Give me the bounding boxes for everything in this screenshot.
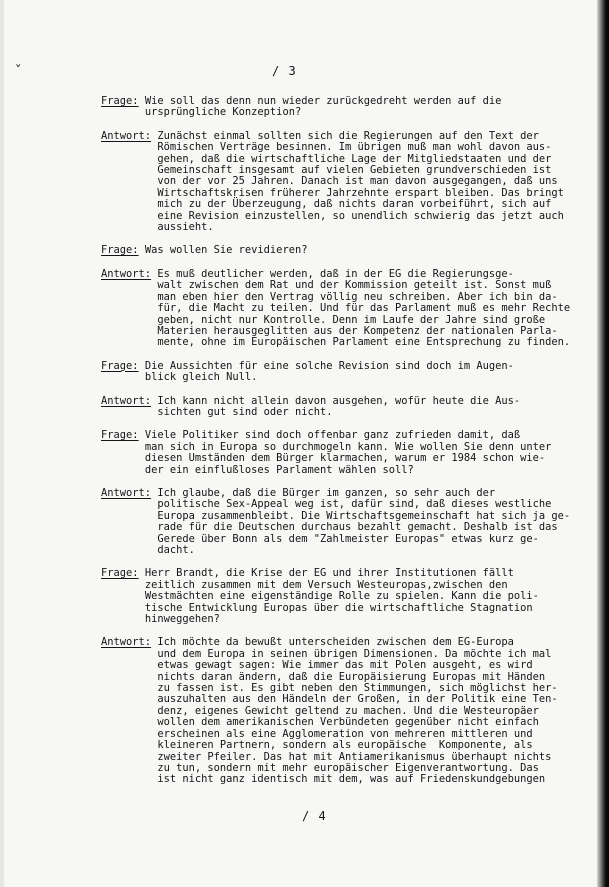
page-number-bottom: / 4 xyxy=(302,809,327,823)
answer-text: Ich glaube, daß die Bürger im ganzen, so sehr auch der politische Sex-Appeal weg ist, dafür sind, daß dieses westliche Europa zusammenbleibt. Die Wirtschaftsgemeinschaft hat sich ja ge- rade für die Deutschen durchaus bezahlt gemacht. Deshalb ist das Gerede über Bonn als dem "Zahlmeister Europas" etwas kurz ge- dacht. xyxy=(157,486,571,556)
answer-text: Es muß deutlicher werden, daß in der EG die Regierungsge- walt zwischen dem Rat und der Kommission geteilt ist. Sonst muß man eben hier den Vertrag völlig neu schreiben. Aber ich bin da- für, die Macht zu teilen. Und für das Parlament muß es mehr Rechte geben, nicht nur Kontrolle. Denn im Laufe der Jahre sind große Materien herausgeglitten aus der Kompetenz der nationalen Parla- mente, ohne im Europäischen Parlament eine Entsprechung zu finden. xyxy=(157,267,571,349)
answer-label: Antwort: xyxy=(101,129,152,142)
scan-mark: ˇ xyxy=(14,64,23,80)
question-text: Viele Politiker sind doch offenbar ganz zufrieden damit, daß man sich in Europa so durchmogeln kann. Wie wollen Sie denn unter diesen Umständen dem Bürger klarmachen, warum er 1984 schon wie- der ein einflußloses Parlament wählen soll? xyxy=(144,429,552,476)
question-block xyxy=(101,96,593,119)
question-text: Was wollen Sie revidieren? xyxy=(144,244,308,257)
answer-block xyxy=(101,396,593,419)
question-text: Wie soll das denn nun wieder zurückgedreht werden auf die ursprüngliche Konzeption? xyxy=(144,95,502,119)
answer-text: Ich möchte da bewußt unterscheiden zwischen dem EG-Europa und dem Europa in seinen übrigen Dimensionen. Da möchte ich mal etwas gewagt sagen: Wie immer das mit Polen ausgeht, es wird nichts daran ändern, daß die Europäisierung Europas mit Händen zu fassen ist. Es gibt neben den Stimmungen, sich möglichst her- auszuhalten aus den Händeln der Großen, in der Politik eine Ten- denz, eigenes Gewicht geltend zu machen. Und die Westeuropäer wollen dem amerikanischen Verbündeten gegenüber nicht einfach erscheinen als eine Agglomeration von mehreren mittleren und kleineren Partnern, sondern als europäische Komponente, als zweiter Pfeiler. Das hat mit Antiamerikanismus überhaupt nichts zu tun, sondern mit mehr europäischer Eigenverantwortung. Das ist nicht ganz identisch mit dem, was auf Friedenskundgebungen xyxy=(157,636,558,786)
answer-block xyxy=(101,637,593,785)
answer-block xyxy=(101,131,593,234)
question-block xyxy=(101,568,593,625)
question-block xyxy=(101,430,593,476)
question-label: Frage: xyxy=(101,567,139,580)
answer-block xyxy=(101,488,593,556)
question-block xyxy=(101,245,593,256)
interview-text xyxy=(101,96,593,798)
question-text: Die Aussichten für eine solche Revision sind doch im Augen- blick gleich Null. xyxy=(144,359,514,384)
answer-text: Zunächst einmal sollten sich die Regierungen auf den Text der Römischen Verträge besinnen. Im übrigen muß man wohl davon aus- gehen, daß die wirtschaftliche Lage der Mitgliedstaaten und der Gemeinschaft insgesamt auf vielen Gebieten grundverschieden ist von der vor 25 Jahren. Danach ist man davon ausgegangen, daß uns Wirtschaftskrisen früherer Jahrzehnte erspart bleiben. Das bringt mich zu der Überzeugung, daß nichts daran vorbeiführt, sich auf eine Revision einzustellen, so unendlich schwierig das jetzt auch aussieht. xyxy=(157,129,564,234)
question-label: Frage: xyxy=(101,244,139,257)
answer-block xyxy=(101,269,593,349)
answer-label: Antwort: xyxy=(101,267,152,280)
question-block xyxy=(101,361,593,384)
answer-label: Antwort: xyxy=(101,486,152,499)
question-label: Frage: xyxy=(101,95,139,107)
question-label: Frage: xyxy=(101,429,139,442)
question-label: Frage: xyxy=(101,359,139,372)
page-number-top: / 3 xyxy=(272,64,297,78)
answer-label: Antwort: xyxy=(101,394,152,407)
scan-edge-right xyxy=(597,0,609,887)
answer-label: Antwort: xyxy=(101,636,152,649)
question-text: Herr Brandt, die Krise der EG und ihrer Institutionen fällt zeitlich zusammen mit dem Versuch Westeuropas,zwischen den Westmächten eine eigenständige Rolle zu spielen. Kann die poli- tische Entwicklung Europas über die wirtschaftliche Stagnation hinweggehen? xyxy=(144,567,539,626)
answer-text: Ich kann nicht allein davon ausgehen, wofür heute die Aus- sichten gut sind oder nicht. xyxy=(157,394,521,418)
scan-edge-left xyxy=(0,0,4,887)
